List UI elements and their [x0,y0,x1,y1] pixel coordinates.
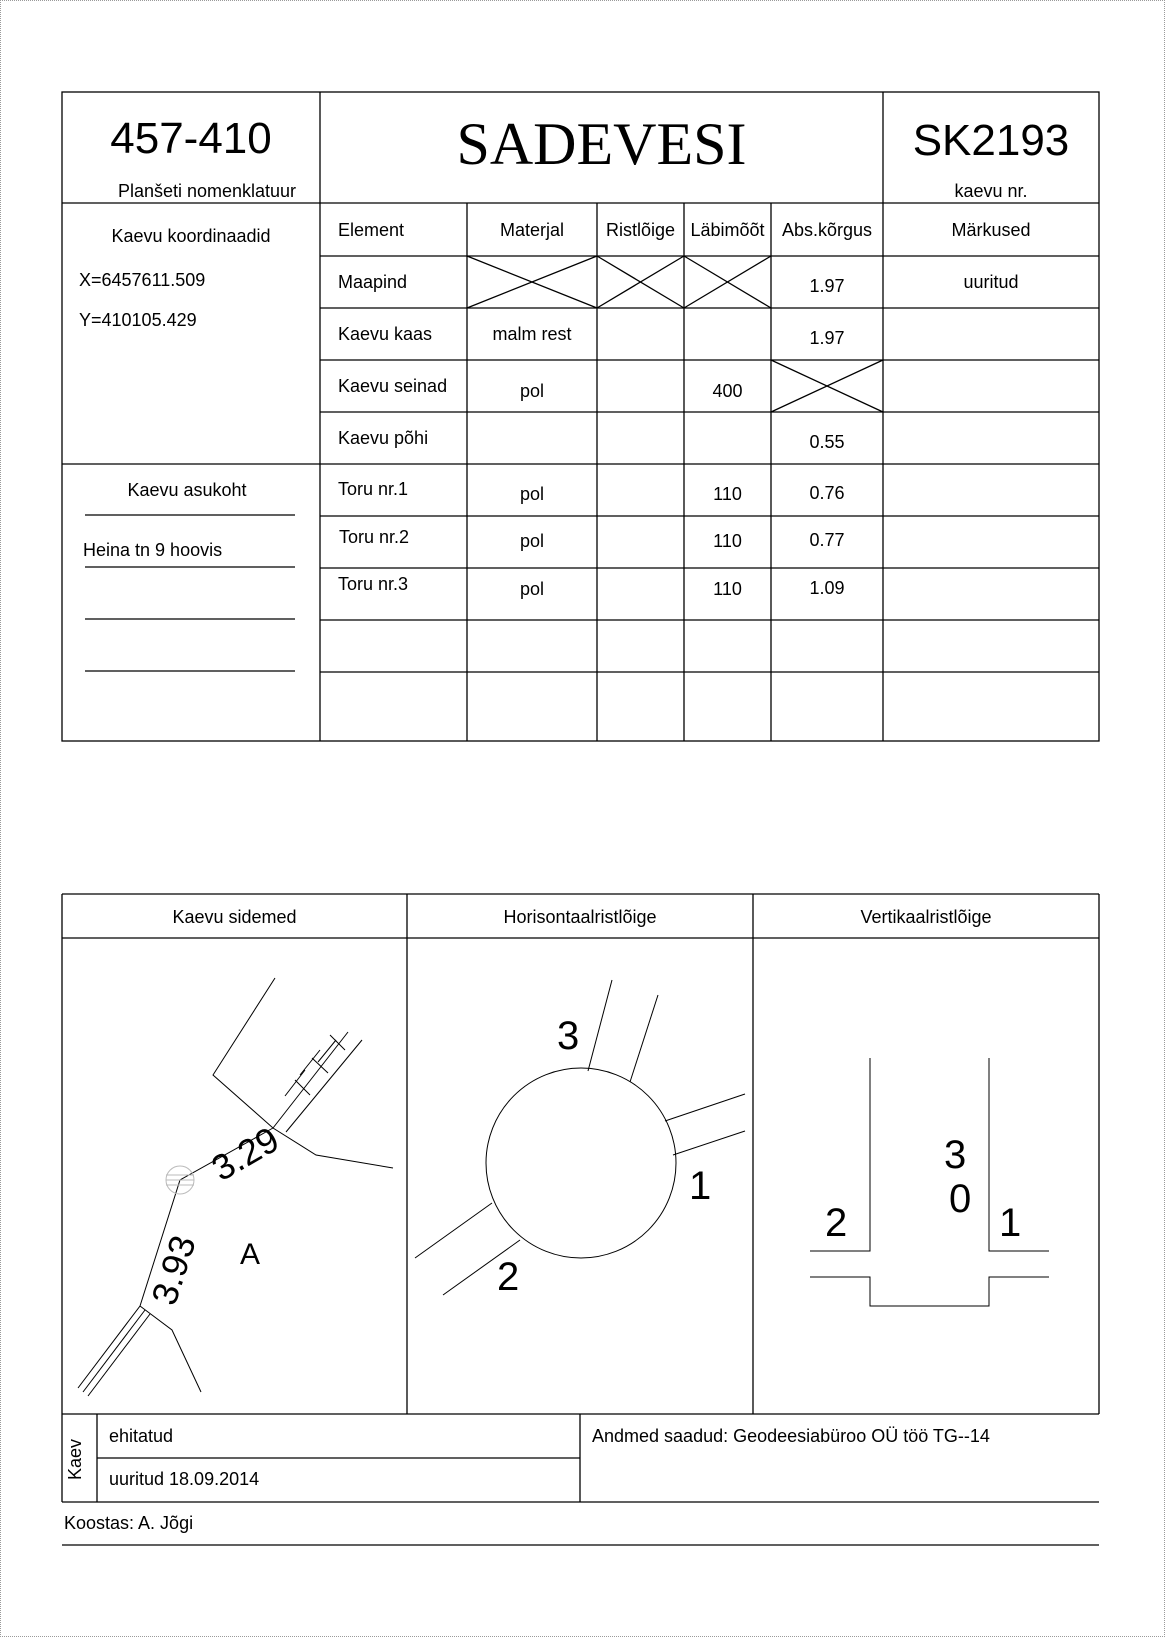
table-cell-elevation: 0.77 [809,530,845,550]
table-cell-diameter: 400 [712,381,743,401]
table-cell-element: Toru nr.3 [338,574,409,594]
table-cell-element: Kaevu seinad [338,376,448,396]
table-cell-element: Maapind [338,272,408,292]
footer-surveyed: uuritud 18.09.2014 [109,1469,260,1489]
table-cell-elevation: 1.97 [809,328,845,348]
table-cell-elevation: 1.97 [809,276,845,296]
tie-distance-1: 3.29 [204,1118,286,1189]
col-header-notes: Märkused [951,220,1031,240]
table-cell-diameter: 110 [713,484,742,504]
document-title: SADEVESI [456,111,747,177]
sheet-label: Planšeti nomenklatuur [117,181,297,201]
col-header-diameter: Läbimõõt [690,220,765,240]
horizontal-pipe-2-label: 2 [497,1255,520,1299]
footer-data-source: Andmed saadud: Geodeesiabüroo OÜ töö TG--14 [592,1426,990,1446]
vertical-panel-title: Vertikaalristlõige [860,907,992,927]
ties-sketch [78,978,393,1396]
well-number: SK2193 [912,116,1070,165]
table-cell-material: malm rest [492,324,572,344]
footer-built: ehitatud [109,1426,174,1446]
col-header-element: Element [338,220,405,240]
ties-panel-title: Kaevu sidemed [172,907,297,927]
vertical-pipe-2-label: 2 [825,1201,848,1245]
table-cell-element: Toru nr.2 [339,527,410,547]
coordinate-x: X=6457611.509 [79,270,206,290]
ties-ghost-mark [166,1166,194,1194]
col-header-section: Ristlõige [605,220,676,240]
table-cell-material: pol [519,484,545,504]
table-cell-elevation: 0.55 [809,432,845,452]
footer-side-label: Kaev [65,1438,85,1480]
col-header-material: Materjal [499,220,565,240]
sheet-number: 457-410 [110,114,272,163]
col-header-elevation: Abs.kõrgus [781,220,873,240]
table-cell-elevation: 0.76 [809,483,845,503]
table-cell-material: pol [519,381,545,401]
horizontal-pipe-3-label: 3 [557,1014,580,1058]
vertical-depth-digit-1: 3 [944,1133,967,1177]
horizontal-section-sketch [415,980,745,1299]
tie-point-label: A [240,1238,261,1271]
table-cell-diameter: 110 [713,579,742,599]
vertical-section-sketch [810,1058,1049,1306]
table-cell-notes: uuritud [963,272,1019,292]
coordinate-y: Y=410105.429 [79,310,197,330]
location-address: Heina tn 9 hoovis [83,540,223,560]
table-cell-element: Kaevu põhi [338,428,429,448]
table-cell-diameter: 110 [713,531,742,551]
well-label: kaevu nr. [954,181,1028,201]
tie-distance-2: 3.93 [143,1230,204,1310]
vertical-depth-digit-2: 0 [949,1177,972,1221]
table-cell-element: Kaevu kaas [338,324,433,344]
location-title: Kaevu asukoht [127,480,247,500]
table-cell-material: pol [519,579,545,599]
table-cell-element: Toru nr.1 [338,479,409,499]
table-cell-material: pol [519,531,545,551]
table-cell-elevation: 1.09 [809,578,845,598]
vertical-pipe-1-label: 1 [999,1201,1022,1245]
horizontal-pipe-1-label: 1 [689,1164,712,1208]
footer-author: Koostas: A. Jõgi [64,1513,194,1533]
coordinates-title: Kaevu koordinaadid [111,226,271,246]
horizontal-panel-title: Horisontaalristlõige [503,907,657,927]
